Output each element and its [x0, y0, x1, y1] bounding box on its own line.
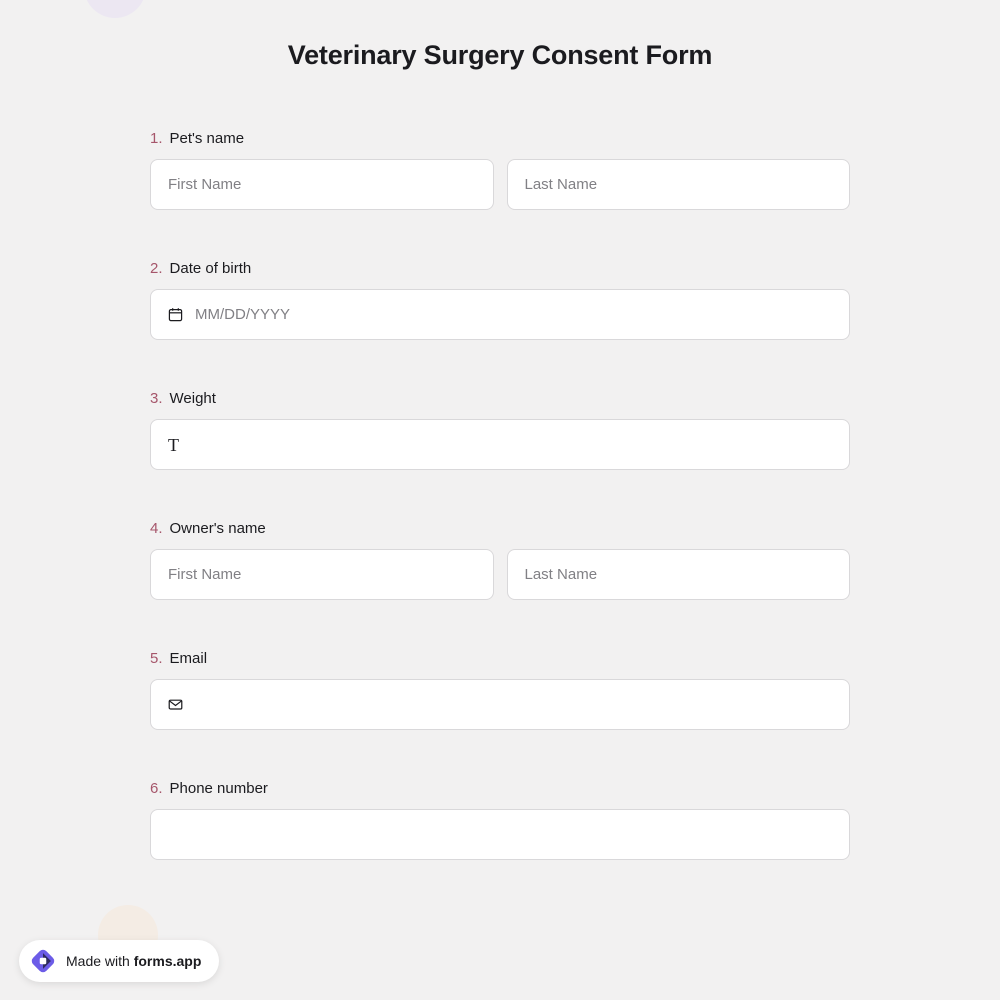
field-label — [150, 650, 850, 667]
page-title: Veterinary Surgery Consent Form — [287, 40, 713, 70]
pets-last-name-input[interactable] — [507, 159, 851, 210]
field-number: 3. — [150, 390, 163, 407]
field-label — [150, 130, 850, 147]
input-placeholder: MM/DD/YYYY — [195, 306, 291, 323]
input-placeholder: Last Name — [524, 566, 598, 583]
field-number: 1. — [150, 130, 163, 147]
field-label — [150, 520, 850, 537]
field-inputs — [150, 159, 850, 210]
envelope-icon — [168, 697, 183, 712]
field-title: Pet's name — [169, 130, 245, 147]
field-title: Phone number — [169, 780, 268, 797]
field-number: 5. — [150, 650, 163, 667]
input-placeholder: Last Name — [524, 176, 598, 193]
field-label — [150, 780, 850, 797]
field-inputs — [150, 549, 850, 600]
field-number: 6. — [150, 780, 163, 797]
badge-brand: forms.app — [133, 953, 202, 969]
calendar-icon — [168, 307, 183, 322]
owners-last-name-input[interactable] — [507, 549, 851, 600]
field-date-of-birth — [150, 260, 850, 340]
email-input[interactable] — [150, 679, 850, 730]
field-label — [150, 390, 850, 407]
badge-label — [66, 953, 201, 969]
field-title: Date of birth — [169, 260, 252, 277]
form-fields — [150, 71, 850, 860]
owners-first-name-input[interactable] — [150, 549, 494, 600]
field-number: 2. — [150, 260, 163, 277]
input-placeholder: First Name — [168, 176, 242, 193]
pets-first-name-input[interactable] — [150, 159, 494, 210]
field-number: 4. — [150, 520, 163, 537]
field-title: Weight — [169, 390, 216, 407]
field-owners-name — [150, 520, 850, 600]
weight-input[interactable] — [150, 419, 850, 470]
field-weight — [150, 390, 850, 470]
formsapp-logo-icon — [29, 948, 56, 975]
field-title: Owner's name — [169, 520, 266, 537]
input-placeholder: First Name — [168, 566, 242, 583]
made-with-badge[interactable] — [19, 940, 219, 982]
field-pets-name — [150, 130, 850, 210]
phone-number-input[interactable] — [150, 809, 850, 860]
field-phone-number — [150, 780, 850, 860]
date-of-birth-input[interactable] — [150, 289, 850, 340]
field-label — [150, 260, 850, 277]
text-icon: T — [168, 434, 179, 455]
badge-prefix: Made with — [66, 953, 134, 969]
field-email — [150, 650, 850, 730]
field-title: Email — [169, 650, 208, 667]
